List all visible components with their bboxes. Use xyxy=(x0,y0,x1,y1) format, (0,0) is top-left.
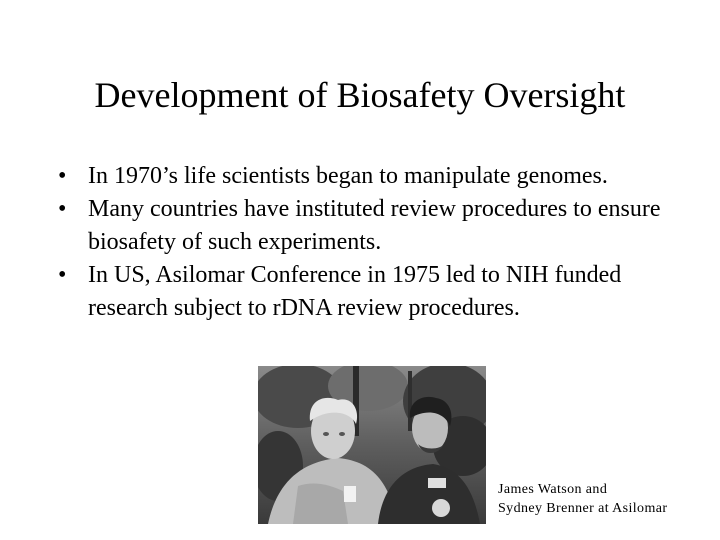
caption-line: Sydney Brenner at Asilomar xyxy=(498,501,668,516)
bullet-item xyxy=(58,160,668,193)
bullet-text: Many countries have instituted review procedures to ensure biosafety of such experiments. xyxy=(88,196,661,255)
bullet-list xyxy=(58,160,668,325)
photo-caption xyxy=(498,480,713,518)
watson-brenner-photo xyxy=(258,366,486,524)
bullet-dot: • xyxy=(58,262,67,288)
slide-title: Development of Biosafety Oversight xyxy=(94,75,626,115)
bullet-dot: • xyxy=(58,163,67,189)
bullet-text: In 1970’s life scientists began to manipulate genomes. xyxy=(88,163,608,189)
bullet-text: In US, Asilomar Conference in 1975 led to NIH funded research subject to rDNA review procedures. xyxy=(88,262,622,321)
bullet-dot: • xyxy=(58,196,67,222)
bullet-item xyxy=(58,193,668,259)
bullet-item xyxy=(58,259,668,325)
caption-line: James Watson and xyxy=(498,482,608,497)
